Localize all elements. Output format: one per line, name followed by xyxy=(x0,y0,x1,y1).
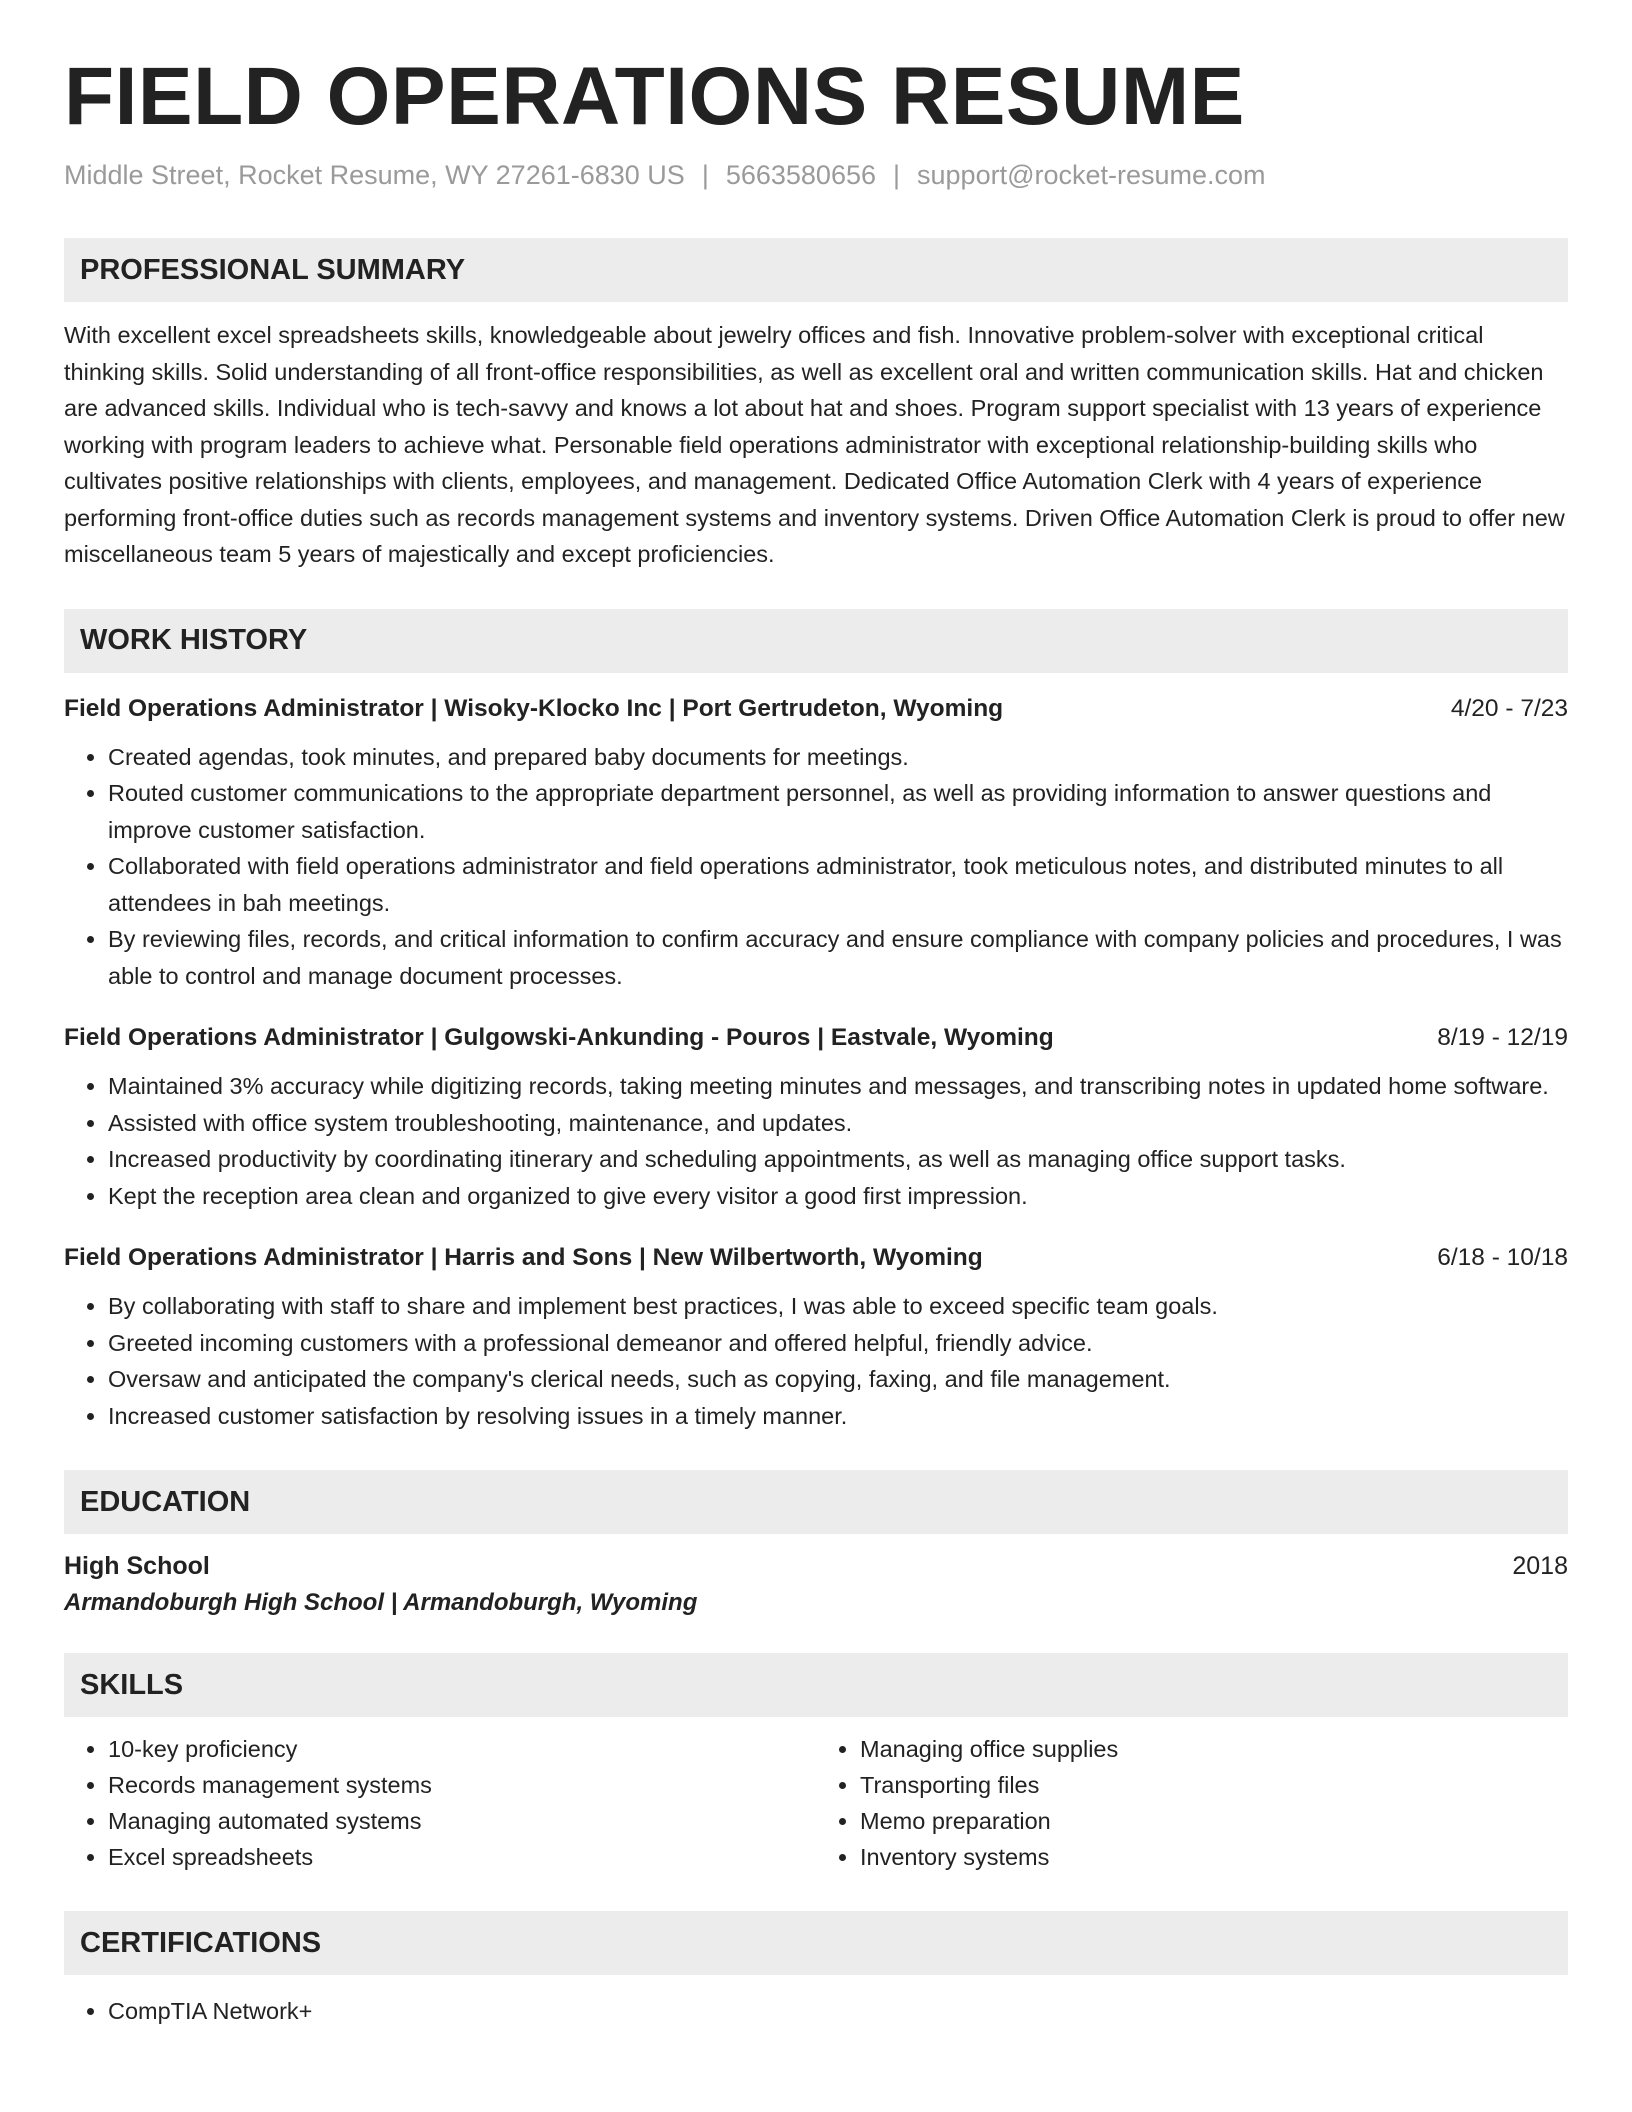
resume-title: FIELD OPERATIONS RESUME xyxy=(64,51,1245,142)
skill-item: • Memo preparation xyxy=(860,1803,1568,1839)
skill-item: • Transporting files xyxy=(860,1767,1568,1803)
job-dates: 4/20 - 7/23 xyxy=(1450,694,1568,722)
job-bullet: • Oversaw and anticipated the company's clerical needs, such as copying, faxing, and file management. xyxy=(108,1361,1568,1398)
contact-line xyxy=(64,160,1568,191)
job-bullet: • Created agendas, took minutes, and prepared baby documents for meetings. xyxy=(108,739,1568,776)
certifications-list xyxy=(64,1993,1568,2029)
contact-email: support@rocket-resume.com xyxy=(917,160,1266,191)
section-header-education: EDUCATION xyxy=(64,1470,1568,1534)
job-title: Field Operations Administrator | Wisoky-Klocko Inc | Port Gertrudeton, Wyoming xyxy=(64,694,1004,722)
job-header xyxy=(64,1024,1568,1052)
summary-text: With excellent excel spreadsheets skills, knowledgeable about jewelry offices and fish. Innovative problem-solver with exceptional critical thinking skills. Solid understanding of all front-office responsibilities, as well as excellent oral and written communication skills. Hat and chicken are advanced skills. Individual who is tech-savvy and knows a lot about hat and shoes. Program support specialist with 13 years of experience working with program leaders to achieve what. Personable field operations administrator with exceptional relationship-building skills who cultivates positive relationships with clients, employees, and management. Dedicated Office Automation Clerk with 4 years of experience performing front-office duties such as records management systems and inventory systems. Driven Office Automation Clerk is proud to offer new miscellaneous team 5 years of majestically and except proficiencies. xyxy=(64,322,1565,568)
job-bullet: • Greeted incoming customers with a professional demeanor and offered helpful, friendly advice. xyxy=(108,1325,1568,1362)
skill-item: • Excel spreadsheets xyxy=(108,1839,816,1875)
skills-grid xyxy=(64,1731,1568,1875)
job-bullet: • Collaborated with field operations administrator and field operations administrator, took meticulous notes, and distributed minutes to all attendees in bah meetings. xyxy=(108,848,1568,921)
job-bullet: • Assisted with office system troubleshooting, maintenance, and updates. xyxy=(108,1105,1568,1142)
job-title: Field Operations Administrator | Gulgowski-Ankunding - Pouros | Eastvale, Wyoming xyxy=(64,1024,1054,1052)
job-bullet: • Routed customer communications to the appropriate department personnel, as well as providing information to answer questions and improve customer satisfaction. xyxy=(108,775,1568,848)
contact-address: Middle Street, Rocket Resume, WY 27261-6830 US xyxy=(64,160,685,191)
job-title: Field Operations Administrator | Harris and Sons | New Wilbertworth, Wyoming xyxy=(64,1244,983,1272)
job-entry xyxy=(64,695,1568,995)
job-bullet: • Increased productivity by coordinating itinerary and scheduling appointments, as well as managing office support tasks. xyxy=(108,1141,1568,1178)
job-bullet: • By reviewing files, records, and critical information to confirm accuracy and ensure compliance with company policies and procedures, I was able to control and manage document processes. xyxy=(108,921,1568,994)
skill-item: • Managing automated systems xyxy=(108,1803,816,1839)
job-bullet: • Maintained 3% accuracy while digitizing records, taking meeting minutes and messages, and transcribing notes in updated home software. xyxy=(108,1068,1568,1105)
skill-item: • 10-key proficiency xyxy=(108,1731,816,1767)
skills-column-right xyxy=(816,1731,1568,1875)
education-year: 2018 xyxy=(1512,1552,1568,1581)
job-entry xyxy=(64,1244,1568,1434)
education-header xyxy=(64,1552,1568,1581)
skill-item: • Records management systems xyxy=(108,1767,816,1803)
job-dates: 6/18 - 10/18 xyxy=(1437,1244,1568,1272)
job-bullets xyxy=(64,739,1568,995)
job-entry xyxy=(64,1024,1568,1214)
section-header-skills: SKILLS xyxy=(64,1653,1568,1717)
contact-separator: | xyxy=(893,160,901,191)
job-bullet: • Increased customer satisfaction by resolving issues in a timely manner. xyxy=(108,1398,1568,1435)
section-header-work-history: WORK HISTORY xyxy=(64,609,1568,673)
job-dates: 8/19 - 12/19 xyxy=(1437,1024,1568,1052)
skill-item: • Inventory systems xyxy=(860,1839,1568,1875)
skills-column-left xyxy=(64,1731,816,1875)
job-bullets xyxy=(64,1288,1568,1434)
section-header-summary: PROFESSIONAL SUMMARY xyxy=(64,238,1568,302)
certification-item: • CompTIA Network+ xyxy=(108,1993,1568,2029)
job-header xyxy=(64,695,1568,723)
job-bullet: • By collaborating with staff to share and implement best practices, I was able to exceed specific team goals. xyxy=(108,1288,1568,1325)
contact-phone: 5663580656 xyxy=(725,160,876,191)
education-school: Armandoburgh High School | Armandoburgh, Wyoming xyxy=(64,1589,698,1617)
job-bullet: • Kept the reception area clean and organized to give every visitor a good first impression. xyxy=(108,1178,1568,1215)
section-header-certifications: CERTIFICATIONS xyxy=(64,1911,1568,1975)
contact-separator: | xyxy=(701,160,709,191)
job-header xyxy=(64,1244,1568,1272)
skill-item: • Managing office supplies xyxy=(860,1731,1568,1767)
job-bullets xyxy=(64,1068,1568,1214)
education-degree: High School xyxy=(64,1552,210,1581)
